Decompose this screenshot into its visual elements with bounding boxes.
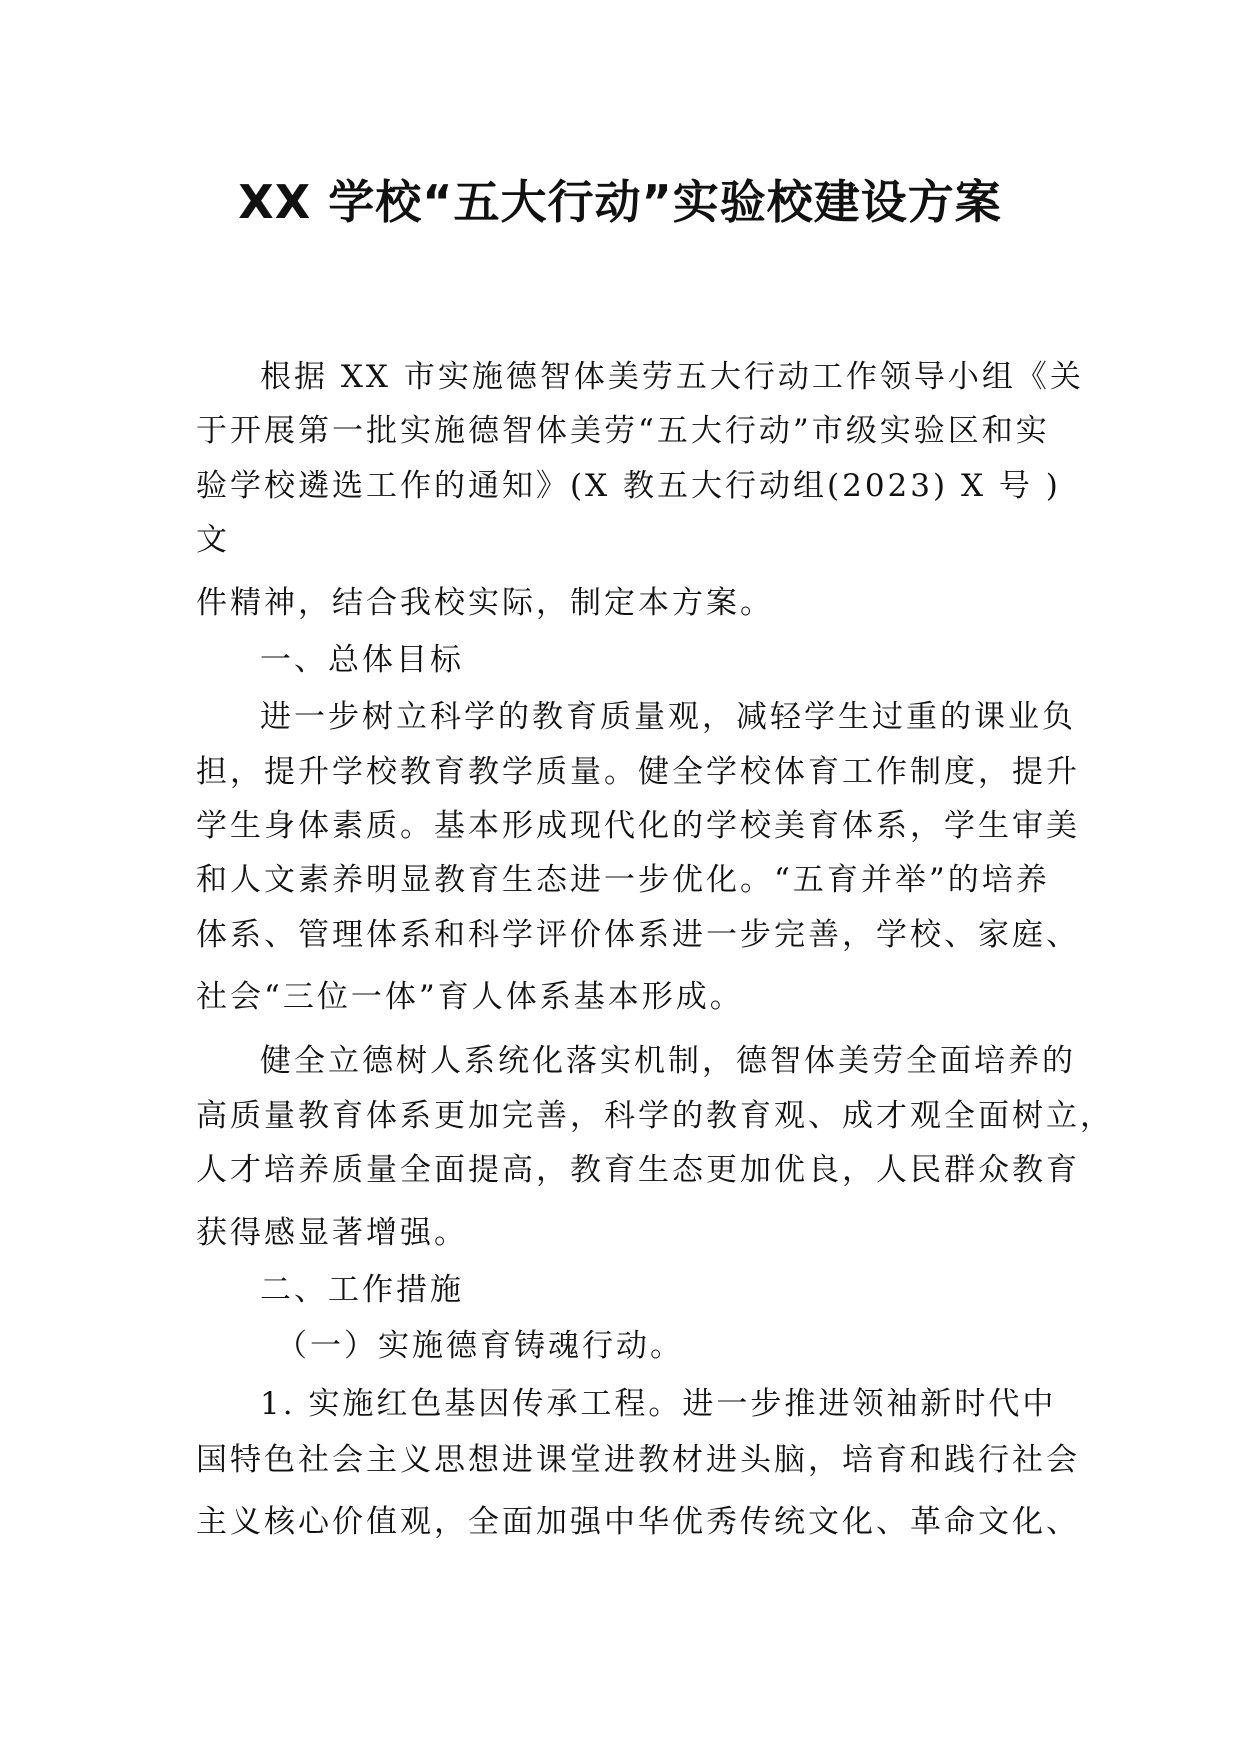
paragraph-line: 社会“三位一体”育人体系基本形成。 [196,979,744,1015]
paragraph-line: 和人文素养明显教育生态进一步优化。“五育并举”的培养 [196,862,1050,898]
paragraph-line: 文 [196,522,230,558]
paragraph-line: 担，提升学校教育教学质量。健全学校体育工作制度，提升 [196,754,1080,790]
section-heading: 二、工作措施 [260,1272,464,1308]
paragraph-line: 人才培养质量全面提高，教育生态更加优良，人民群众教育 [196,1152,1080,1188]
document-title: XX 学校“五大行动”实验校建设方案 [238,175,1002,229]
paragraph-line: 主义核心价值观，全面加强中华优秀传统文化、革命文化、 [196,1504,1080,1540]
paragraph-line: 验学校遴选工作的通知》(X 教五大行动组(2023) X 号 ) [196,468,1061,504]
paragraph-line: 健全立德树人系统化落实机制，德智体美劳全面培养的 [260,1043,1076,1079]
paragraph-line: 1. 实施红色基因传承工程。进一步推进领袖新时代中 [260,1386,1057,1422]
paragraph-line: 件精神，结合我校实际，制定本方案。 [196,585,774,621]
paragraph-line: 于开展第一批实施德智体美劳“五大行动”市级实验区和实 [196,413,1050,449]
paragraph-line: 高质量教育体系更加完善，科学的教育观、成才观全面树立， [196,1098,1114,1134]
paragraph-line: 学生身体素质。基本形成现代化的学校美育体系，学生审美 [196,808,1080,844]
section-heading: 一、总体目标 [260,642,464,678]
subsection-heading: （一）实施德育铸魂行动。 [276,1328,684,1364]
paragraph-line: 国特色社会主义思想进课堂进教材进头脑，培育和践行社会 [196,1442,1080,1478]
paragraph-line: 体系、管理体系和科学评价体系进一步完善，学校、家庭、 [196,917,1080,953]
paragraph-line: 根据 XX 市实施德智体美劳五大行动工作领导小组《关 [260,359,1084,395]
paragraph-line: 进一步树立科学的教育质量观，减轻学生过重的课业负 [260,699,1076,735]
paragraph-line: 获得感显著增强。 [196,1215,468,1251]
